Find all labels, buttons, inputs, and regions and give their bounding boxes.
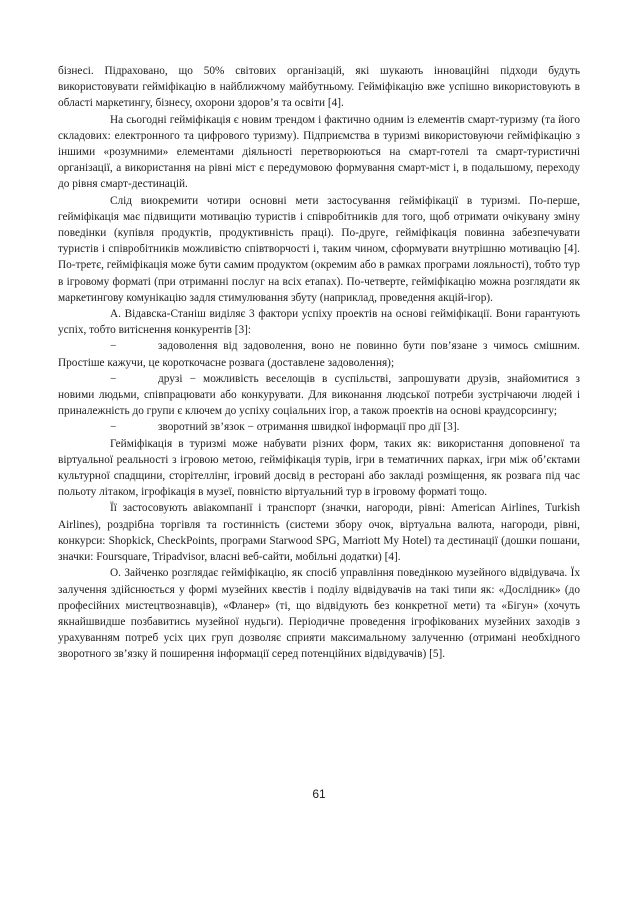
paragraph-four-goals: Слід виокремити чотири основні мети застосування гейміфікації в туризмі. По-перше, гейміфікація має підвищити мотивацію туристів і співробітників для того, щоб отримати очікувану зміну поведінки (купівля продуктів, продуктивність праці). По-друге, гейміфікація повинна забезпечувати туристів і співробітників можливістю співтворчості і, таким чином, сформувати внутрішню мотивацію [4]. По-третє, гейміфікація може бути самим продуктом (окремим або в рамках програми лояльності), тобто тур в ігровому форматі (при отриманні послуг на всіх етапах). По-четверте, гейміфікацію можна розглядати як маркетингову комунікацію задля стимулювання збуту (наприклад, проведення акцій-ігор). — [58, 194, 580, 304]
paragraph-museum: О. Зайченко розглядає гейміфікацію, як спосіб управління поведінкою музейного відвідувача. Їх залучення здійснюється у формі музейних квестів і поділу відвідувачів на такі типи як: «Дослідник» (до професійних мистецтвознавців), «Фланер» (ті, що відвідують без конкретної мети) та «Бігун» (хочуть якнайшвидше позбавитись музейної нудьги). Періодичне проведення ігрофікованих музейних заходів з урахуванням потреб усіх цих груп дозволяє сприяти максимальному залученню (отримані необхідного зворотного зв’язку й поширення інформації серед потенційних відвідувачів) [5]. — [58, 567, 580, 661]
page-body — [58, 63, 580, 663]
paragraph-smart-tourism: На сьогодні гейміфікація є новим трендом і фактично одним із елементів смарт-туризму (та його складових: електронного та цифрового туризму). Підприємства в туризмі використовуючи гейміфікацію з іншими «розумними» елементами діяльності перетворюються на смарт-готелі та смарт-туристичні організації, а використання на рівні міст є передумовою формування смарт-міст і, в подальшому, переходу до рівня смарт-дестинацій. — [58, 113, 580, 191]
paragraph-forms: Гейміфікація в туризмі може набувати різних форм, таких як: використання доповненої та віртуальної реальності з ігровою метою, гейміфікація турів, ігри в тематичних парках, ігри між об’єктами культурної спадщини, сторітеллінг, ігровий досвід в ресторані або закладі розміщення, як розвага під час польоту літаком, ігрофікація в музеї, повністю віртуальний тур в ігровому форматі тощо. — [58, 437, 580, 499]
dash-marker: − — [110, 421, 117, 434]
bullet-text: друзі − можливість веселощів в суспільстві, запрошувати друзів, знайомитися з новими людьми, співпрацювати або конкурувати. Для виконання людської потреби зустрічаючи людей і приналежність до групи є ключем до успіху соціальних ігор, а також проектів на основі краудсорсингу; — [58, 372, 580, 418]
dash-marker: − — [110, 372, 117, 385]
bullet-text: зворотний зв’язок − отримання швидкої інформації про дії [3]. — [158, 421, 460, 434]
paragraph-success-factors: А. Відавска-Станіш виділяє 3 фактори успіху проектів на основі гейміфікації. Вони гарантують успіх, тобто витіснення конкурентів [3]: — [58, 308, 580, 337]
page-number: 61 — [312, 787, 326, 801]
dash-marker: − — [110, 340, 117, 353]
paragraph-continued: бізнесі. Підраховано, що 50% світових організацій, які шукають інноваційні підходи будуть використовувати гейміфікацію в найближчому майбутньому. Гейміфікацію вже успішно використовують в області маркетингу, бізнесу, охорони здоров’я та освіти [4]. — [58, 65, 580, 110]
paragraph-applications: Її застосовують авіакомпанії і транспорт (значки, нагороди, рівні: American Airlines, Turkish Airlines), роздрібна торгівля та гостинність (системи збору очок, віртуальна валюта, нагороди, рівні, конкурси: Shopkick, CheckPoints, програми Starwood SPG, Marriott My Hotel) та дестинації (дошки пошани, значки: Foursquare, Tripadvisor, власні веб-сайти, мобільні додатки) [4]. — [58, 502, 580, 564]
bullet-text: задоволення від задоволення, воно не повинно бути пов’язане з чимось смішним. Простіше кажучи, це короткочасне розвага (доставлене задоволення); — [58, 340, 580, 369]
bullet-item — [58, 419, 580, 435]
bullet-item — [58, 338, 580, 370]
bullet-item — [58, 371, 580, 420]
